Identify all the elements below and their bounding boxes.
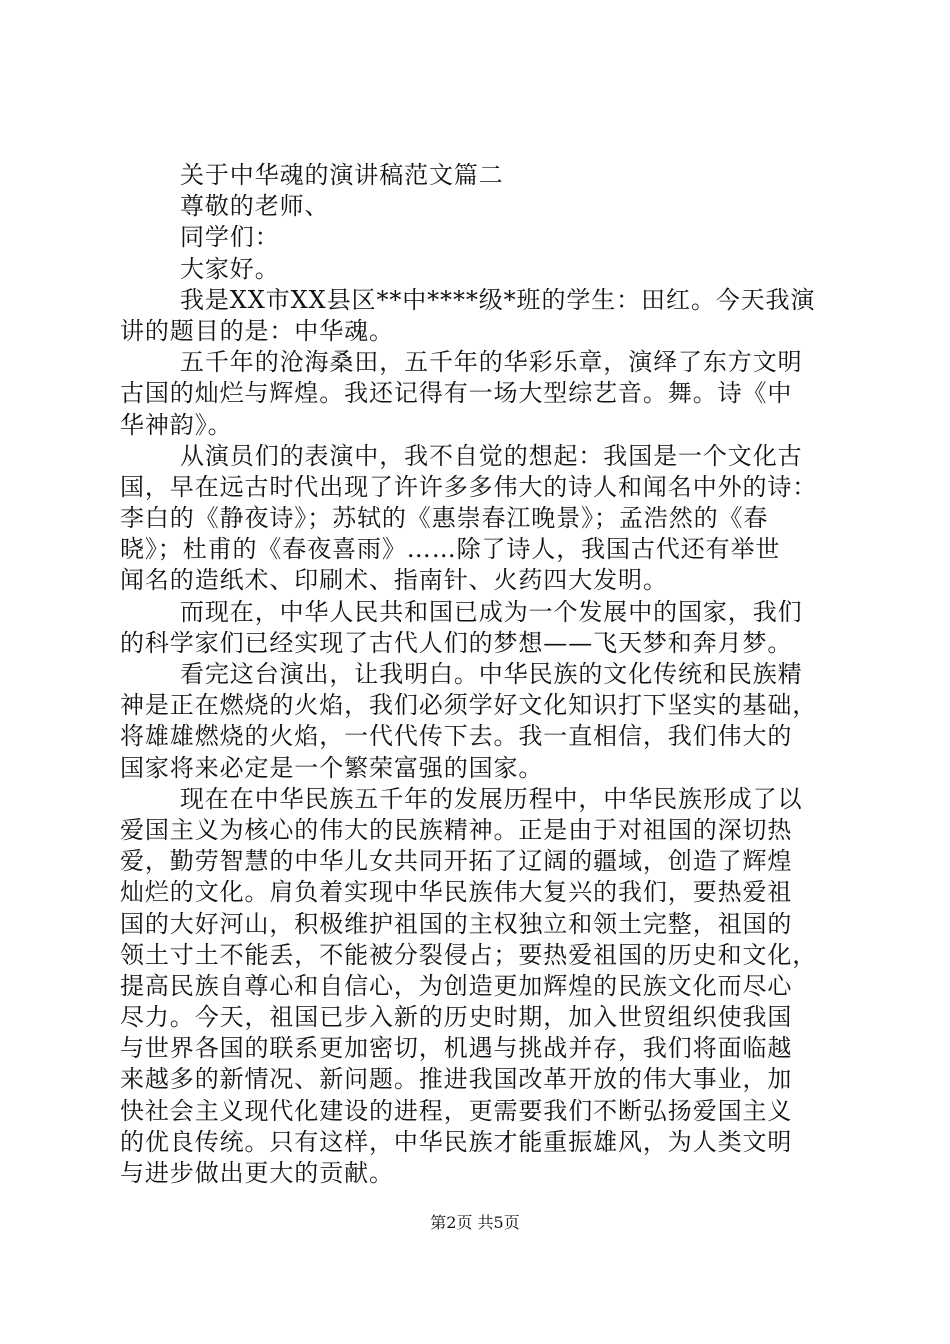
text-line: 晓》；杜甫的《春夜喜雨》……除了诗人，我国古代还有举世 — [120, 535, 781, 564]
text-line: 五千年的沧海桑田，五千年的华彩乐章，演绎了东方文明 — [180, 348, 803, 377]
text-line: 华神韵》。 — [120, 410, 233, 439]
text-line: 与进步做出更大的贡献。 — [120, 1159, 394, 1187]
text-line: 的科学家们已经实现了古代人们的梦想——飞天梦和奔月梦。 — [120, 628, 793, 657]
text-line: 国，早在远古时代出现了许许多多伟大的诗人和闻名中外的诗： — [120, 472, 818, 501]
text-line: 我是XX市XX县区**中****级*班的学生：田红。今天我演 — [180, 285, 816, 314]
text-line: 而现在，中华人民共和国已成为一个发展中的国家，我们 — [180, 597, 803, 626]
text-line: 将雄雄燃烧的火焰，一代代传下去。我一直相信，我们伟大的 — [120, 722, 793, 751]
text-line: 看完这台演出，让我明白。中华民族的文化传统和民族精 — [180, 660, 803, 688]
text-line: 大家好。 — [180, 254, 280, 283]
text-line: 领土寸土不能丢，不能被分裂侵占；要热爱祖国的历史和文化， — [120, 940, 818, 969]
text-line: 神是正在燃烧的火焰，我们必须学好文化知识打下坚实的基础， — [120, 691, 818, 720]
text-line: 爱，勤劳智慧的中华儿女共同开拓了辽阔的疆域，创造了辉煌 — [120, 847, 793, 876]
text-line: 从演员们的表演中，我不自觉的想起：我国是一个文化古 — [180, 441, 803, 470]
text-line: 闻名的造纸术、印刷术、指南针、火药四大发明。 — [120, 566, 668, 595]
text-line: 与世界各国的联系更加密切，机遇与挑战并存，我们将面临越 — [120, 1034, 793, 1063]
text-line: 来越多的新情况、新问题。推进我国改革开放的伟大事业，加 — [120, 1065, 793, 1094]
text-line: 国的大好河山，积极维护祖国的主权独立和领土完整，祖国的 — [120, 909, 793, 938]
text-line: 古国的灿烂与辉煌。我还记得有一场大型综艺音。舞。诗《中 — [120, 379, 793, 408]
text-line: 李白的《静夜诗》；苏轼的《惠崇春江晚景》；孟浩然的《春 — [120, 504, 769, 533]
document-title-line: 关于中华魂的演讲稿范文篇二 — [180, 161, 504, 189]
text-line: 尽力。今天，祖国已步入新的历史时期，加入世贸组织使我国 — [120, 1003, 793, 1032]
text-line: 提高民族自尊心和自信心，为创造更加辉煌的民族文化而尽心 — [120, 971, 793, 1000]
text-line: 讲的题目的是：中华魂。 — [120, 316, 394, 345]
text-line: 灿烂的文化。肩负着实现中华民族伟大复兴的我们，要热爱祖 — [120, 878, 793, 907]
text-line: 同学们： — [180, 223, 280, 252]
document-body — [120, 160, 832, 1189]
text-line: 现在在中华民族五千年的发展历程中，中华民族形成了以 — [180, 784, 803, 813]
page-number-footer: 第2页 共5页 — [430, 1213, 520, 1232]
text-line: 国家将来必定是一个繁荣富强的国家。 — [120, 753, 544, 782]
text-line: 爱国主义为核心的伟大的民族精神。正是由于对祖国的深切热 — [120, 815, 793, 844]
text-line: 快社会主义现代化建设的进程，更需要我们不断弘扬爱国主义 — [120, 1096, 793, 1125]
text-line: 的优良传统。只有这样，中华民族才能重振雄风，为人类文明 — [120, 1127, 793, 1156]
text-line: 尊敬的老师、 — [180, 192, 330, 221]
